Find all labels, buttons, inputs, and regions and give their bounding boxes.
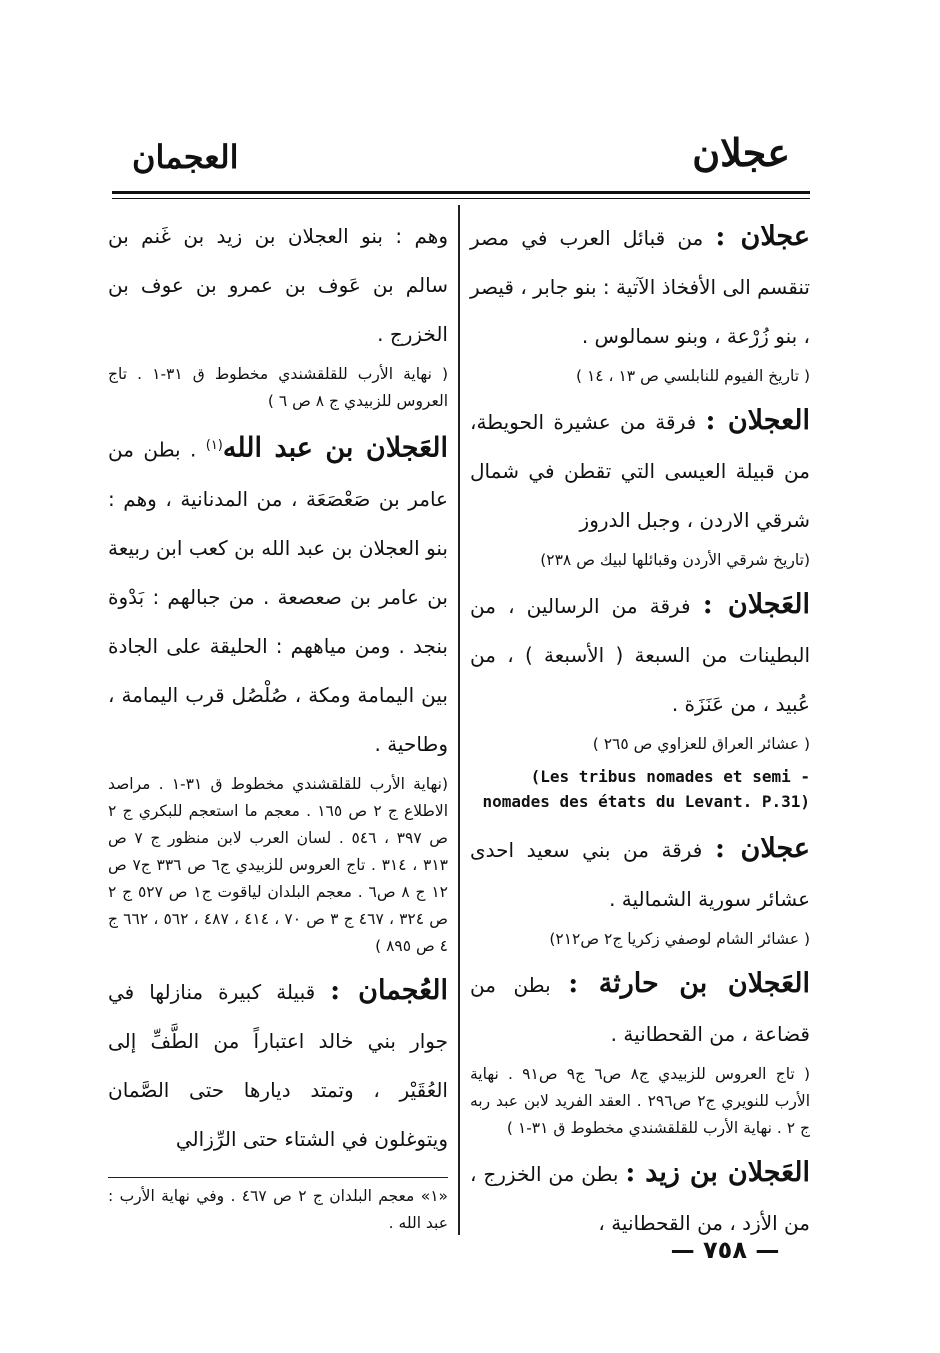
entry-al-ajlan-bin-abdullah [108, 421, 448, 769]
entry-al-ajlan-rasalin [470, 580, 810, 729]
entry-continuation: وهم : بنو العجلان بن زيد بن غَنم بن سالم بن عَوف بن عمرو بن عوف بن الخزرج . [108, 224, 448, 346]
entry-al-ajlan-huwaita [470, 396, 810, 545]
footnote-rule [108, 1177, 448, 1178]
footnote-marker: (١) [205, 438, 223, 453]
entry-al-ujman [108, 966, 448, 1164]
header-rule-thick [112, 191, 810, 194]
entry-source: (نهاية الأرب للقلقشندي مخطوط ق ٣١-١ . مراصد الاطلاع ج ٢ ص ١٦٥ . معجم ما استعجم للبكري ج ٢ ص ٣٩٧ ، ٥٤٦ . لسان العرب لابن منظور ج ٧ ص ٣١٣ ، ٣١٤ . تاج العروس للزبيدي ج٦ ص ٣٣٦ ج٧ ص ١٢ ج ٨ ص٦ . معجم البلدان لياقوت ج١ ص ٥٢٧ ج ٢ ص ٣٢٤ ، ٤٦٧ ج ٣ ص ٧٠ ، ٤١٤ ، ٤٨٧ ، ٥٦٢ ، ٦٦٢ ج ٤ ص ٨٩٥ ) [108, 774, 449, 955]
entry-lemma: عجلان : [714, 833, 810, 864]
column-divider [458, 205, 460, 1235]
entry-text: فرقة من بني سعيد احدى عشائر سورية الشمالية . [470, 838, 810, 911]
entry-source: ( تاج العروس للزبيدي ج٨ ص٦ ج٩ ص٩١ . نهاية الأرب للنويري ج٢ ص٢٩٦ . العقد الفريد لابن عبد ربه ج ٢ . نهاية الأرب للقلقشندي مخطوط ق ٣١-١ ) [470, 1065, 811, 1137]
entry-source: (تاريخ شرقي الأردن وقبائلها لبيك ص ٢٣٨) [540, 551, 810, 569]
entry-source: ( نهاية الأرب للقلقشندي مخطوط ق ٣١-١ . تاج العروس للزبيدي ج ٨ ص ٦ ) [108, 365, 448, 410]
entry-lemma: العَجلان بن حارثة : [568, 968, 810, 999]
entry-text: من قبائل العرب في مصر تنقسم الى الأفخاذ الآتية : بنو جابر ، قيصر ، بنو زُرْعة ، وبنو سمالوس . [470, 226, 810, 348]
page-number: — ٧٥٨ — [670, 1236, 780, 1264]
entry-text: بطن من الخزرج ، من الأزد ، من القحطانية ، [470, 1162, 810, 1235]
entry-text: . بطن من عامر بن صَعْصَعَة ، من المدنانية ، وهم : بنو العجلان بن عبد الله بن كعب ابن ربيعة بن عامر بن صعصعة . من جبالهم : بَدْوة بنجد . ومن مياههم : الحليقة على الجادة بين اليمامة ومكة ، صُلْصُل قرب اليمامة ، وطاحية . [108, 437, 448, 756]
entry-lemma: العُجمان : [330, 974, 448, 1006]
entry-lemma: عجلان : [715, 221, 810, 252]
entry-text: بطن من قضاعة ، من القحطانية . [470, 973, 810, 1046]
entry-source: ( تاريخ الفيوم للنابلسي ص ١٣ ، ١٤ ) [575, 367, 810, 385]
entry-al-ajlan-bin-zaid [470, 1148, 810, 1248]
footnote: «١» معجم البلدان ج ٢ ص ٤٦٧ . وفي نهاية الأرب : عبد الله . [108, 1187, 448, 1232]
left-column [108, 212, 448, 1164]
entry-ajlan-bani-said [470, 824, 810, 924]
entry-lemma: العَجلان بن عبد الله [222, 432, 448, 464]
entry-text: فرقة من عشيرة الحويطة، من قبيلة العيسى التي تقطن في شمال شرقي الاردن ، وجبل الدروز [470, 410, 810, 532]
entry-ajlan-egypt [470, 212, 810, 361]
entry-lemma: العَجلان بن زيد : [625, 1157, 810, 1188]
entry-source: ( عشائر الشام لوصفي زكريا ج٢ ص٢١٢) [549, 930, 810, 948]
entry-source: ( عشائر العراق للعزاوي ص ٢٦٥ ) [592, 735, 810, 753]
entry-source-french: (Les tribus nomades et semi - nomades des états du Levant. P.31) [482, 767, 810, 811]
entry-text: قبيلة كبيرة منازلها في جوار بني خالد اعتباراً من الطَّفِّ إلى العُقَيْر ، وتمتد ديارها حتى الصَّمان ويتوغلون في الشتاء حتى الرِّزالي [108, 979, 448, 1151]
entry-text: فرقة من الرسالين ، من البطينات من السبعة ( الأسبعة ) ، من عُبيد ، من عَنَزَة . [470, 594, 810, 716]
right-column [470, 212, 810, 1248]
running-head-right: عجلان [692, 130, 790, 175]
running-head-left: العجمان [132, 138, 239, 176]
entry-lemma: العَجلان : [702, 589, 810, 620]
header-rule-thin [112, 198, 810, 199]
entry-lemma: العجلان : [705, 405, 810, 436]
entry-al-ajlan-bin-haritha [470, 959, 810, 1059]
